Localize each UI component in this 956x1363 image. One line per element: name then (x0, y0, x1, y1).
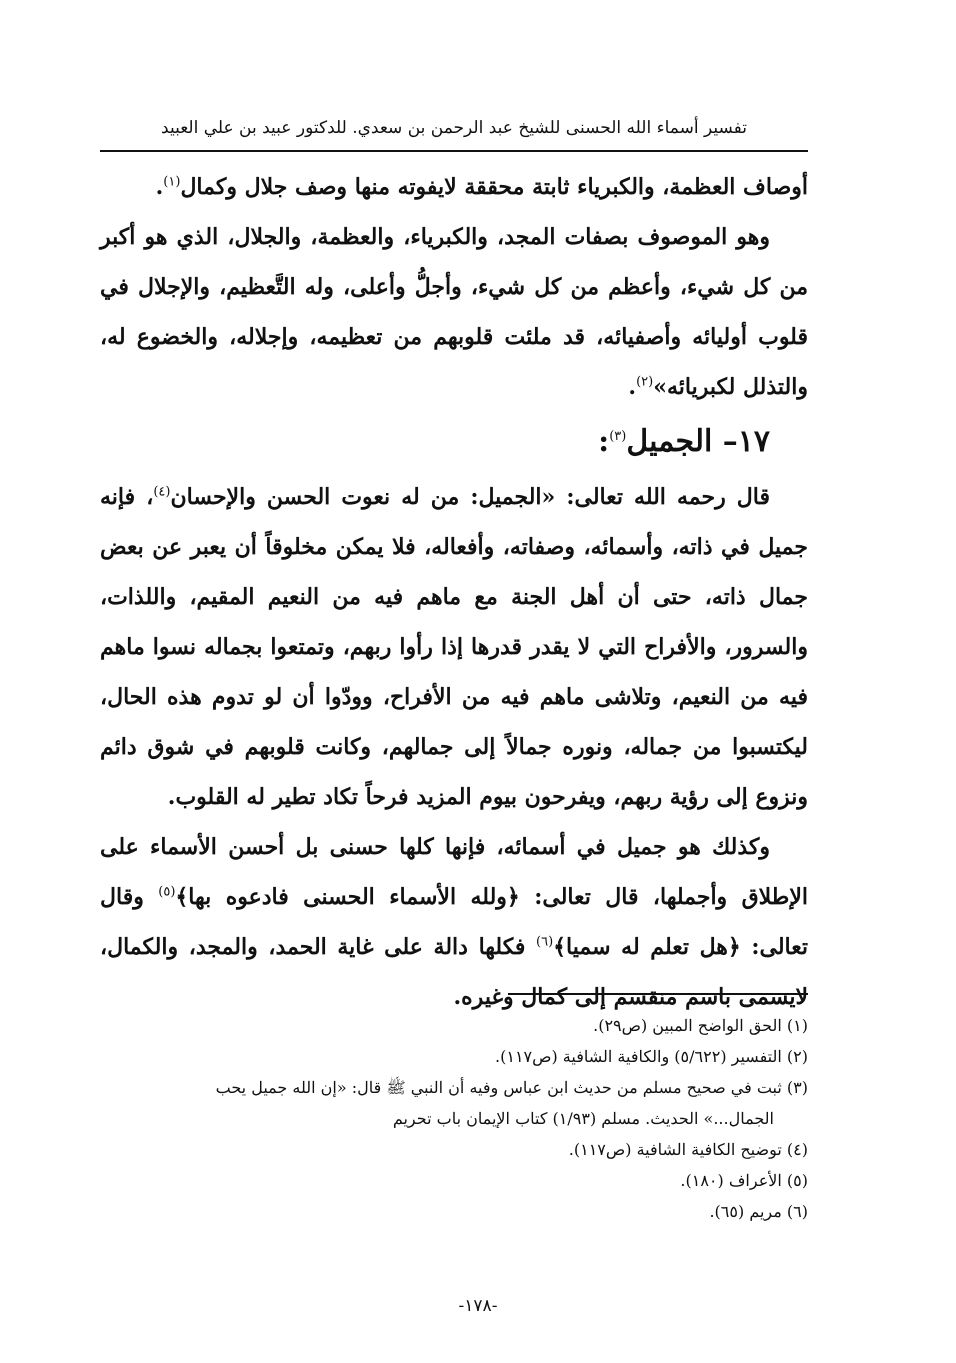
footnote-4 (100, 1134, 808, 1165)
footnote-5 (100, 1165, 808, 1196)
paragraph-3-text-b: ، فإنه جميل في ذاته، وأسمائه، وصفاته، وأفعاله، فلا يمكن مخلوقاً أن يعبر عن بعض جمال ذاته، حتى أن أهل الجنة مع ماهم فيه من النعيم المقيم، واللذات، والسرور، والأفراح التي لا يقدر قدرها إذا رأوا ربهم، وتمتعوا بجماله نسوا ماهم فيه من النعيم، وتلاشى ماهم فيه من الأفراح، وودّوا أن لو تدوم هذه الحال، ليكتسبوا من جماله، ونوره جمالاً إلى جمالهم، وكانت قلوبهم في شوق دائم ونزوع إلى رؤية ربهم، ويفرحون بيوم المزيد فرحاً تكاد تطير له القلوب. (100, 484, 808, 810)
footnote-ref-4[interactable]: (٤) (153, 484, 171, 500)
heading-colon: : (598, 424, 610, 459)
section-heading (100, 412, 808, 472)
paragraph-2-text: وهو الموصوف بصفات المجد، والكبرياء، والعظمة، والجلال، الذي هو أكبر من كل شيء، وأعظم من كل شيء، وأجلُّ وأعلى، وله التَّعظيم، والإجلال في قلوب أوليائه وأصفيائه، قد ملئت قلوبهم من تعظيمه، وإجلاله، والخضوع له، والتذلل لكبريائه» (100, 224, 808, 400)
heading-title: الجميل (626, 424, 713, 459)
paragraph-1-text: أوصاف العظمة، والكبرياء ثابتة محققة لايفوته منها وصف جلال وكمال (180, 174, 808, 200)
footnote-6 (100, 1196, 808, 1227)
paragraph-2 (100, 212, 808, 412)
footnote-label: (٦) (786, 1202, 808, 1221)
footnote-3-continuation: الجمال...» الحديث. مسلم (١/٩٣) كتاب الإيمان باب تحريم (392, 1109, 774, 1128)
running-header: تفسير أسماء الله الحسنى للشيخ عبد الرحمن بن سعدي. للدكتور عبيد بن علي العبيد (161, 118, 747, 138)
paragraph-3 (100, 472, 808, 822)
footnote-label: (١) (786, 1016, 808, 1035)
footnote-ref-5[interactable]: (٥) (158, 884, 176, 900)
footnote-ref-2[interactable]: (٢) (636, 374, 654, 390)
paragraph-3-text-a: قال رحمه الله تعالى: «الجميل: من له نعوت الحسن والإحسان (170, 484, 770, 510)
footnote-2 (100, 1041, 808, 1072)
footnotes (100, 1010, 808, 1227)
footnote-text: ثبت في صحيح مسلم من حديث ابن عباس وفيه أن النبي ﷺ قال: «إن الله جميل يحب (215, 1078, 782, 1097)
footnote-label: (٣) (786, 1078, 808, 1097)
footnote-1 (100, 1010, 808, 1041)
footnote-text: التفسير (٥/٦٢٢) والكافية الشافية (ص١١٧). (495, 1047, 782, 1066)
heading-dash: – (712, 424, 738, 459)
footnote-text: الأعراف (١٨٠). (680, 1171, 782, 1190)
page-number: -١٧٨- (458, 1296, 498, 1316)
footnote-label: (٥) (786, 1171, 808, 1190)
paragraph-4-text-a: وكذلك هو جميل في أسمائه، فإنها كلها حسنى بل أحسن الأسماء على الإطلاق وأجملها، قال تعالى: ﴿ولله الأسماء الحسنى فادعوه بها﴾ (100, 834, 808, 910)
paragraph-2-end: . (628, 374, 637, 400)
footnote-text: الحق الواضح المبين (ص٢٩). (593, 1016, 782, 1035)
footnote-rule (508, 993, 808, 995)
paragraph-1 (100, 162, 808, 212)
paragraph-1-end: . (155, 174, 164, 200)
footnote-text: مريم (٦٥). (709, 1202, 782, 1221)
paragraph-4 (100, 822, 808, 1022)
footnote-ref-1[interactable]: (١) (163, 174, 181, 190)
header-rule (100, 150, 808, 152)
footnote-ref-3[interactable]: (٣) (609, 429, 627, 444)
paragraph-4-text-b: وقال تعالى: ﴿هل تعلم له سميا﴾ (100, 884, 808, 960)
footnote-ref-6[interactable]: (٦) (536, 934, 554, 950)
footnote-label: (٢) (786, 1047, 808, 1066)
main-text (100, 162, 808, 1022)
footnote-3 (100, 1072, 808, 1103)
footnote-label: (٤) (786, 1140, 808, 1159)
paragraph-4-text-c: فكلها دالة على غاية الحمد، والمجد، والكمال، لايسمى باسم منقسم إلى كمال وغيره. (100, 934, 808, 1010)
heading-number: ١٧ (737, 424, 770, 459)
footnote-text: توضيح الكافية الشافية (ص١١٧). (568, 1140, 782, 1159)
